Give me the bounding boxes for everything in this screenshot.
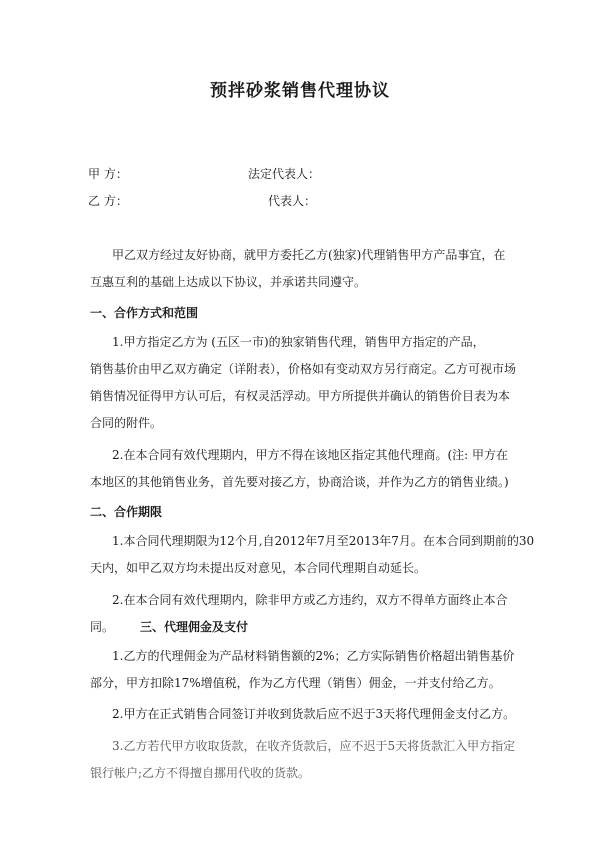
- section-1-clause-1-line-3: 销售情况征得甲方认可后，有权灵活浮动。甲方所提供并确认的销售价目表为本: [90, 389, 511, 403]
- party-b-label: 乙 方：: [88, 194, 128, 208]
- section-3-heading: 三、代理佣金及支付: [140, 620, 249, 634]
- section-1-clause-1-line-4: 合同的附件。: [90, 416, 163, 430]
- section-3-clause-1-line-1: 1.乙方的代理佣金为产品材料销售额的2%；乙方实际销售价格超出销售基价: [112, 649, 515, 663]
- section-1-clause-1-line-2: 销售基价由甲乙双方确定（详附表），价格如有变动双方另行商定。乙方可视市场: [90, 362, 517, 376]
- section-2-clause-2-line-2: 同。: [90, 620, 115, 634]
- section-3-clause-2: 2.甲方在正式销售合同签订并收到货款后应不迟于3天将代理佣金支付乙方。: [112, 707, 516, 721]
- intro-line-2: 互惠互利的基础上达成以下协议，并承诺共同遵守。: [90, 275, 367, 289]
- intro-line-1: 甲乙双方经过友好协商，就甲方委托乙方(独家)代理销售甲方产品事宜，在: [112, 248, 506, 262]
- section-2-heading: 二、合作期限: [90, 505, 163, 519]
- section-1-heading: 一、合作方式和范围: [90, 306, 199, 320]
- section-2-clause-2-line-1: 2.在本合同有效代理期内，除非甲方或乙方违约，双方不得单方面终止本合: [112, 593, 508, 607]
- section-2-clause-1-line-2: 天内，如甲乙双方均未提出反对意见，本合同代理期自动延长。: [90, 561, 427, 575]
- party-a-rep-label: 法定代表人：: [248, 167, 321, 181]
- section-3-clause-3-line-1: 3.乙方若代甲方收取货款，在收齐货款后，应不迟于5天将货款汇入甲方指定: [112, 739, 516, 753]
- section-3-clause-1-line-2: 部分，甲方扣除17%增值税，作为乙方代理（销售）佣金，一并支付给乙方。: [90, 676, 501, 690]
- section-3-clause-3-line-2: 银行帐户;乙方不得擅自挪用代收的货款。: [90, 766, 311, 780]
- party-b-rep-label: 代表人：: [268, 194, 317, 208]
- party-a-label: 甲 方：: [88, 167, 128, 181]
- section-1-clause-2-line-2: 本地区的其他销售业务，首先要对接乙方，协商洽谈，并作为乙方的销售业绩。): [90, 475, 509, 489]
- document-title: 预拌砂浆销售代理协议: [210, 81, 390, 101]
- section-1-clause-1-line-1: 1.甲方指定乙方为 (五区一市)的独家销售代理，销售甲方指定的产品，: [112, 335, 485, 349]
- section-1-clause-2-line-1: 2.在本合同有效代理期内，甲方不得在该地区指定其他代理商。(注: 甲方在: [112, 448, 508, 462]
- section-2-clause-1-line-1: 1.本合同代理期限为12个月,自2012年7月至2013年7月。在本合同到期前的30: [112, 534, 535, 548]
